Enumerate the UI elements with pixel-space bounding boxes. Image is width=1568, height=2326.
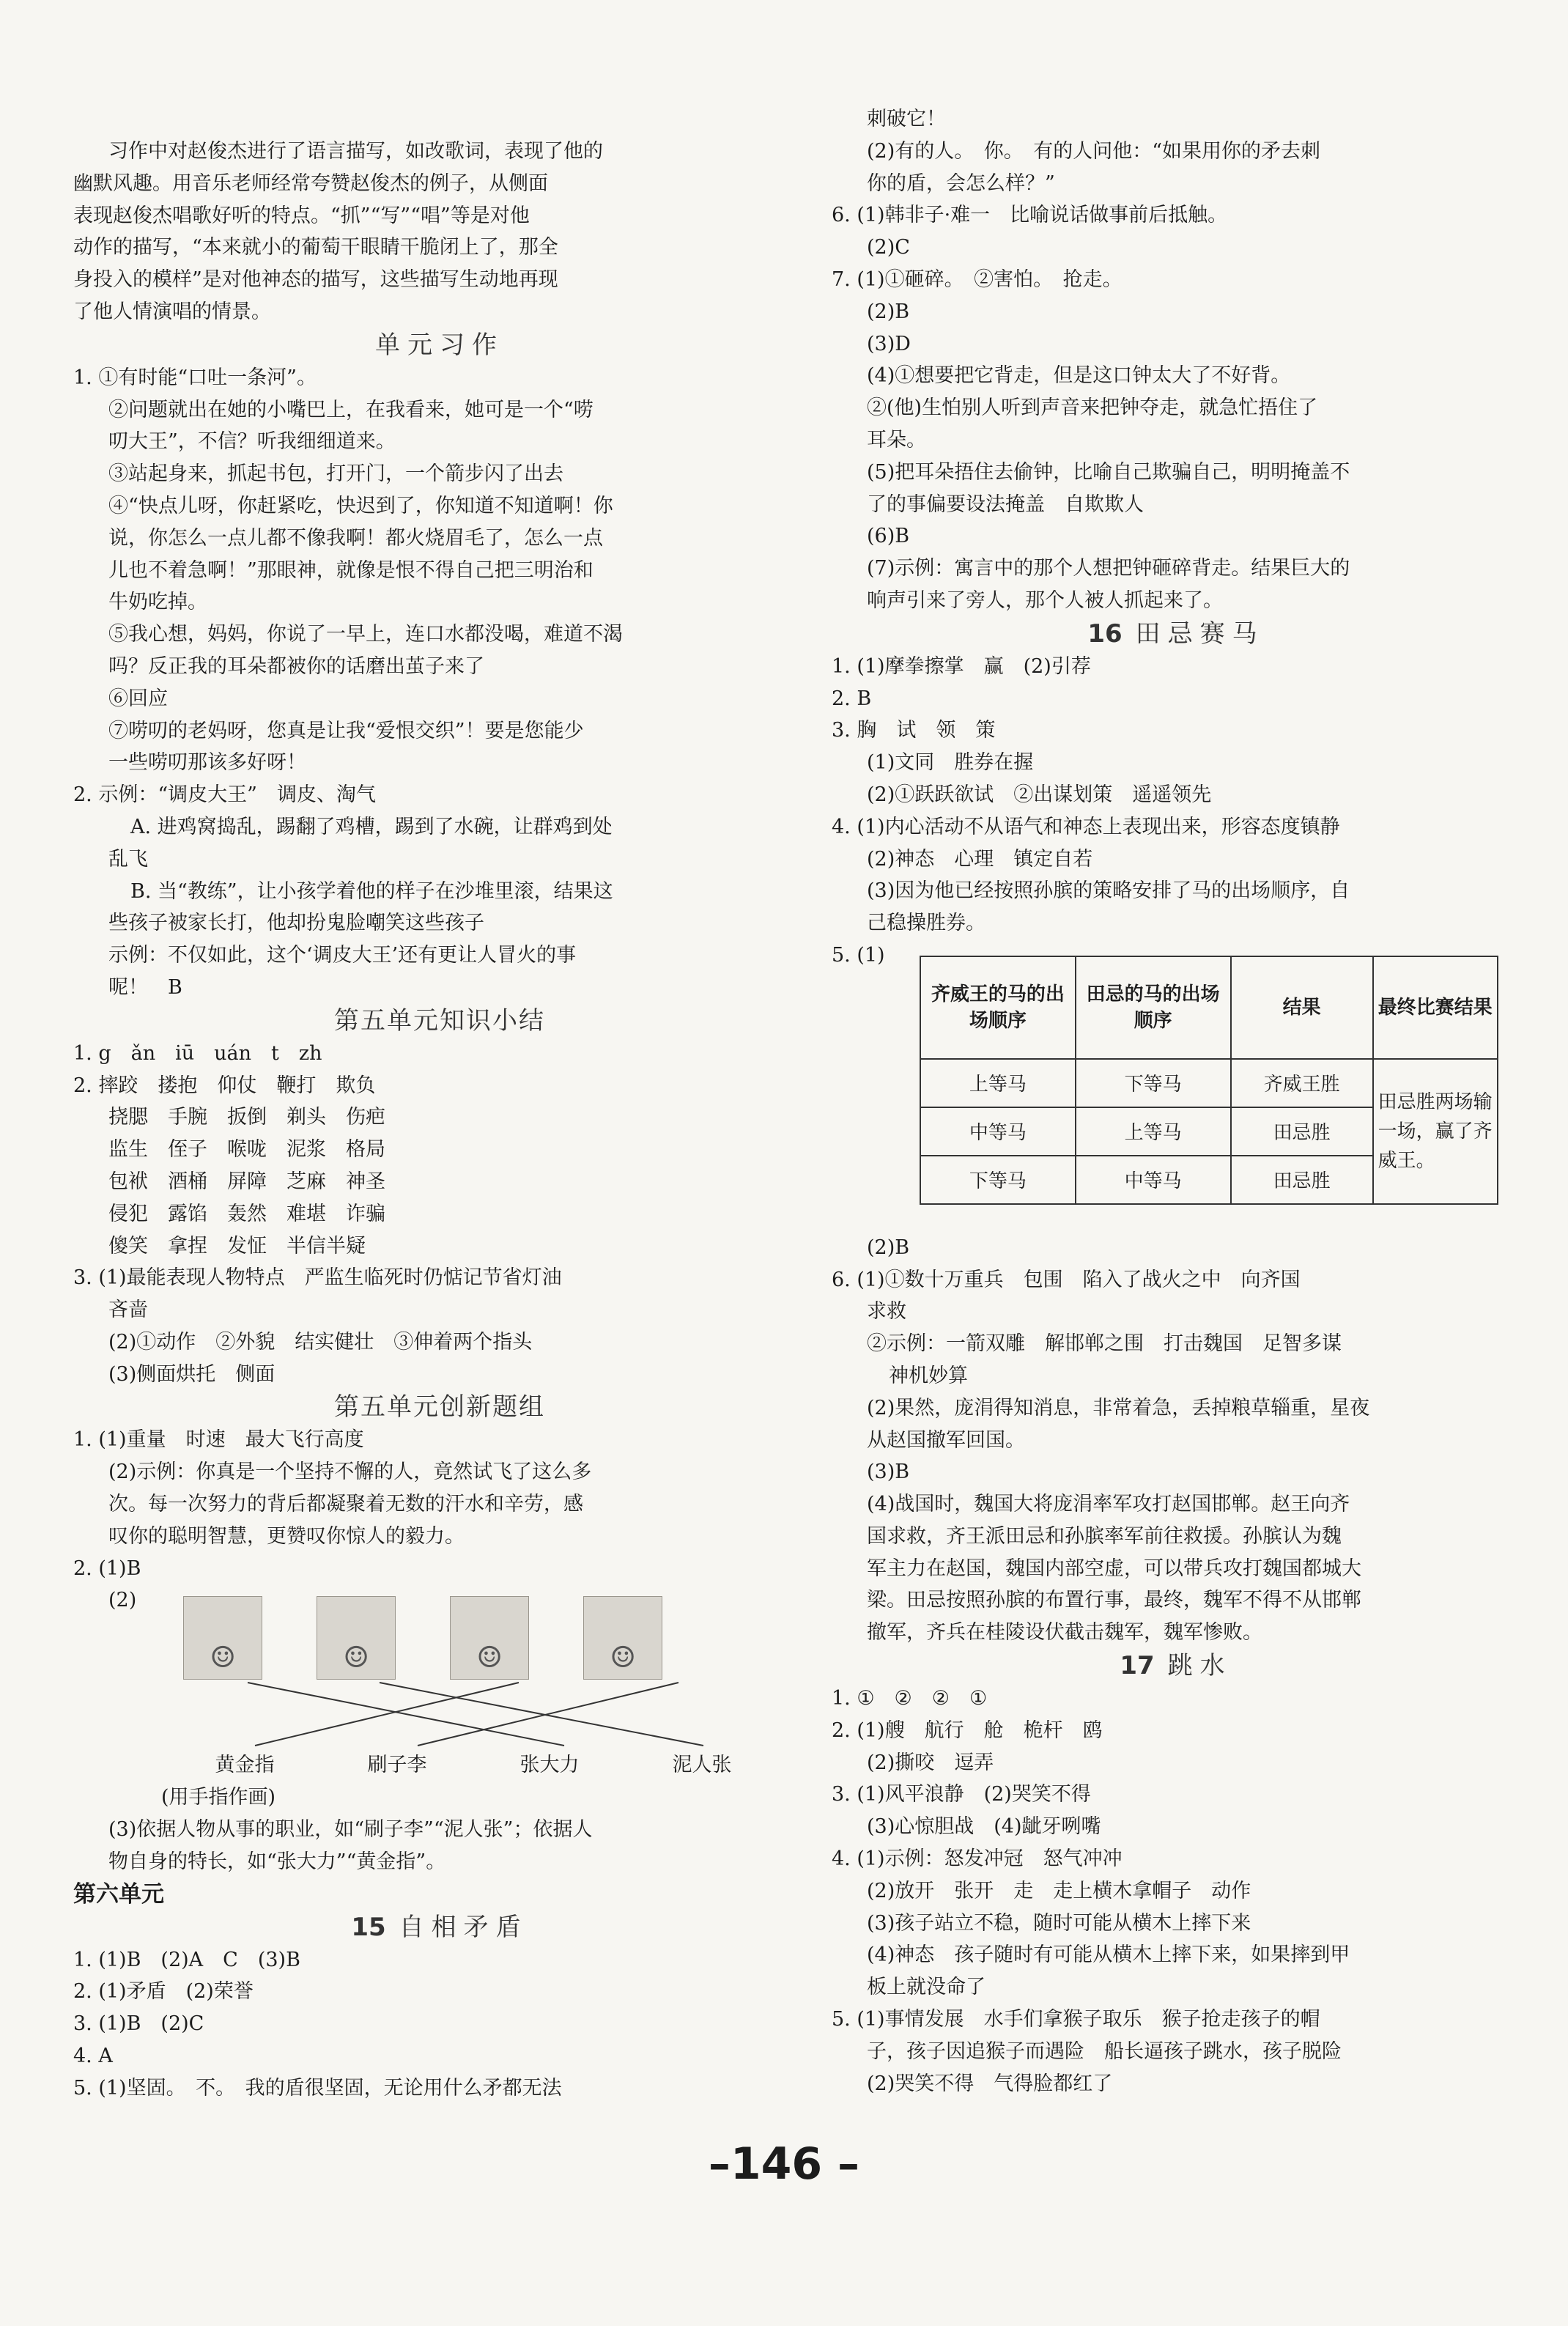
text-line: 2. (1)艘 航行 舱 桅杆 鸥 xyxy=(832,1718,1103,1742)
text-line: (2)果然，庞涓得知消息，非常着急，丢掉粮草辎重，星夜 xyxy=(867,1396,1370,1419)
matching-labels xyxy=(73,1749,806,1782)
text-line: ②问题就出在她的小嘴巴上，在我看来，她可是一个“唠 xyxy=(108,398,593,421)
text-line: 动作的描写，“本来就小的葡萄干眼睛干脆闭上了，那全 xyxy=(73,236,558,259)
text-line: (4)战国时，魏国大将庞涓率军攻打赵国邯郸。赵王向齐 xyxy=(867,1493,1350,1516)
text-line: 物自身的特长，如“张大力”“黄金指”。 xyxy=(108,1850,446,1873)
text-line: 7. (1)①砸碎。 ②害怕。 抢走。 xyxy=(832,267,1123,291)
text-line: 从赵国撤军回国。 xyxy=(867,1428,1025,1452)
table-header-row xyxy=(920,956,1498,1059)
text-line: ③站起身来，抓起书包，打开门，一个箭步闪了出去 xyxy=(108,462,563,486)
text-line: (3)依据人物从事的职业，如“刷子李”“泥人张”；依据人 xyxy=(108,1818,593,1842)
lesson-title: 跳水 xyxy=(1167,1651,1232,1681)
text-line: 5. (1) xyxy=(832,943,885,967)
table-cell: 田忌胜 xyxy=(1231,1107,1373,1156)
text-line: 刺破它！ xyxy=(867,108,946,130)
table-cell: 齐威王胜 xyxy=(1231,1059,1373,1107)
strongman-figure-picture: ☺ xyxy=(450,1596,529,1680)
text-line: (2)示例：你真是一个坚持不懈的人，竟然试飞了这么多 xyxy=(108,1461,592,1484)
text-line: B. 当“教练”，让小孩学着他的样子在沙堆里滚，结果这 xyxy=(130,879,613,903)
race-order-table xyxy=(920,956,1498,1205)
text-line: ⑥回应 xyxy=(108,687,168,710)
text-line: (2) xyxy=(108,1589,137,1612)
text-line: 呢！ B xyxy=(108,975,182,999)
table-header: 田忌的马的出场顺序 xyxy=(1076,956,1231,1059)
text-line: 4. A xyxy=(73,2045,113,2068)
table-cell: 下等马 xyxy=(920,1156,1076,1204)
lesson16-answers-continued xyxy=(832,1232,1520,1649)
text-line: 梁。田忌按照孙膑的布置行事，最终，魏军不得不从邯郸 xyxy=(867,1589,1361,1612)
text-line: 1. (1)摩拳擦掌 赢 (2)引荐 xyxy=(832,654,1091,678)
heading-unit-writing: 单元习作 xyxy=(375,330,504,360)
lesson-title: 自相矛盾 xyxy=(399,1912,528,1942)
text-line: 2. (1)矛盾 (2)荣誉 xyxy=(73,1980,254,2004)
table-cell: 下等马 xyxy=(1076,1059,1231,1107)
text-line: (2)撕咬 逗弄 xyxy=(867,1751,994,1774)
table-cell: 上等马 xyxy=(920,1059,1076,1107)
text-line: 侵犯 露馅 轰然 难堪 诈骗 xyxy=(108,1202,385,1225)
table-cell: 上等马 xyxy=(1076,1107,1231,1156)
matching-lines xyxy=(73,1680,806,1749)
text-line: 表现赵俊杰唱歌好听的特点。“抓”“写”“唱”等是对他 xyxy=(73,204,530,227)
text-line: 6. (1)①数十万重兵 包围 陷入了战火之中 向齐国 xyxy=(832,1268,1301,1291)
unit5-summary-answers xyxy=(73,1038,806,1391)
table-header: 最终比赛结果 xyxy=(1373,956,1498,1059)
text-line: 3. 胸 试 领 策 xyxy=(832,719,996,742)
lesson17-heading xyxy=(832,1649,1520,1683)
text-line: 牛奶吃掉。 xyxy=(108,591,207,614)
text-line: (7)示例：寓言中的那个人想把钟砸碎背走。结果巨大的 xyxy=(867,557,1350,580)
text-line: 乱飞 xyxy=(108,847,148,871)
heading-unit5-innovation: 第五单元创新题组 xyxy=(334,1392,545,1422)
text-line: 国求救，齐王派田忌和孙膑率军前往救援。孙膑认为魏 xyxy=(867,1524,1342,1548)
brush-figure-picture: ☺ xyxy=(317,1596,396,1680)
text-line: 2. 摔跤 搂抱 仰仗 鞭打 欺负 xyxy=(73,1074,376,1097)
text-line: (2)哭笑不得 气得脸都红了 xyxy=(867,2072,1113,2095)
text-line: (2)B xyxy=(867,300,910,323)
text-line: (6)B xyxy=(867,525,910,548)
text-line: 4. (1)内心活动不从语气和神态上表现出来，形容态度镇静 xyxy=(832,815,1340,838)
right-column xyxy=(832,108,1520,2100)
text-line: (3)孩子站立不稳，随时可能从横木上摔下来 xyxy=(867,1911,1251,1935)
text-line: 一些唠叨那该多好呀！ xyxy=(108,751,306,775)
text-line: 挠腮 手腕 扳倒 剃头 伤疤 xyxy=(108,1106,385,1129)
text-line: (2)B xyxy=(867,1236,910,1259)
lesson17-answers xyxy=(832,1683,1520,2100)
text-line: (1)文同 胜券在握 xyxy=(867,751,1034,775)
text-line: (3)侧面烘托 侧面 xyxy=(108,1362,275,1386)
picture-row xyxy=(73,1584,806,1680)
table-cell: 中等马 xyxy=(920,1107,1076,1156)
text-line: 撤军，齐兵在桂陵设伏截击魏军，魏军惨败。 xyxy=(867,1621,1262,1644)
text-line: 些孩子被家长打，他却扮鬼脸嘲笑这些孩子 xyxy=(108,912,484,935)
lesson-number: 16 xyxy=(1087,619,1123,649)
text-line: 响声引来了旁人，那个人被人抓起来了。 xyxy=(867,588,1223,612)
text-line: 2. 示例：“调皮大王” 调皮、淘气 xyxy=(73,783,376,807)
text-line: ②(他)生怕别人听到声音来把钟夺走，就急忙捂住了 xyxy=(867,396,1318,420)
race-table-wrap xyxy=(832,972,1520,1232)
match-label: 黄金指 xyxy=(215,1754,275,1777)
text-line: 神机妙算 xyxy=(889,1364,968,1387)
text-line: 叹你的聪明智慧，更赞叹你惊人的毅力。 xyxy=(108,1524,465,1548)
text-line: 子，孩子因追猴子而遇险 船长逼孩子跳水，孩子脱险 xyxy=(867,2039,1342,2063)
intro-paragraph xyxy=(73,136,806,328)
text-line: (2)①跃跃欲试 ②出谋划策 遥遥领先 xyxy=(867,783,1212,806)
text-line: (3)因为他已经按照孙膑的策略安排了马的出场顺序，自 xyxy=(867,879,1350,903)
painter-figure-picture: ☺ xyxy=(183,1596,262,1680)
page-number: –146 – xyxy=(708,2138,860,2190)
text-line: 习作中对赵俊杰进行了语言描写，如改歌词，表现了他的 xyxy=(108,140,603,163)
text-line: (4)①想要把它背走，但是这口钟太大了不好背。 xyxy=(867,364,1291,388)
text-line: 2. B xyxy=(832,687,872,710)
text-line: 4. (1)示例：怒发冲冠 怒气冲冲 xyxy=(832,1847,1123,1871)
matching-exercise xyxy=(73,1584,806,1814)
text-line: 5. (1)坚固。 不。 我的盾很坚固，无论用什么矛都无法 xyxy=(73,2076,562,2100)
text-line: 身投入的模样”是对他神态的描写，这些描写生动地再现 xyxy=(73,268,558,292)
match-label: 泥人张 xyxy=(672,1754,732,1777)
text-line: 己稳操胜券。 xyxy=(867,912,985,935)
text-line: ⑦唠叨的老妈呀，您真是让我“爱恨交织”！要是您能少 xyxy=(108,719,584,742)
text-line: 了他人情演唱的情景。 xyxy=(73,300,271,323)
text-line: ④“快点儿呀，你赶紧吃，快迟到了，你知道不知道啊！你 xyxy=(108,494,613,517)
table-cell: 中等马 xyxy=(1076,1156,1231,1204)
text-line: 示例：不仅如此，这个‘调皮大王’还有更让人冒火的事 xyxy=(108,944,577,967)
text-line: 了的事偏要设法掩盖 自欺欺人 xyxy=(867,492,1144,516)
text-line: 1. ① ② ② ① xyxy=(832,1687,988,1710)
text-line: 监生 侄子 喉咙 泥浆 格局 xyxy=(108,1138,385,1162)
lesson15-answers xyxy=(73,1944,806,2105)
table-final-result: 田忌胜两场输一场，赢了齐威王。 xyxy=(1373,1059,1498,1204)
text-line: 吝啬 xyxy=(108,1299,148,1322)
text-line: (2)C xyxy=(867,236,910,259)
text-line: 板上就没命了 xyxy=(867,1976,985,1999)
table-row xyxy=(920,1059,1498,1107)
text-line: 幽默风趣。用音乐老师经常夸赞赵俊杰的例子，从侧面 xyxy=(73,171,548,195)
text-line: A. 进鸡窝捣乱，踢翻了鸡槽，踢到了水碗，让群鸡到处 xyxy=(130,815,613,838)
table-header: 结果 xyxy=(1231,956,1373,1059)
text-line: 说，你怎么一点儿都不像我啊！都火烧眉毛了，怎么一点 xyxy=(108,526,603,550)
text-line: 傻笑 拿捏 发怔 半信半疑 xyxy=(108,1234,366,1258)
text-line: 3. (1)B (2)C xyxy=(73,2012,204,2036)
text-line: (3)B xyxy=(867,1461,910,1484)
lesson-title: 田忌赛马 xyxy=(1135,619,1265,649)
text-line: 3. (1)最能表现人物特点 严监生临死时仍惦记节省灯油 xyxy=(73,1266,562,1290)
text-line: (2)放开 张开 走 走上横木拿帽子 动作 xyxy=(867,1879,1251,1902)
text-line: 军主力在赵国，魏国内部空虚，可以带兵攻打魏国都城大 xyxy=(867,1557,1361,1580)
lesson15-answers-continued xyxy=(832,103,1520,617)
heading-unit5-summary: 第五单元知识小结 xyxy=(334,1005,545,1035)
text-line: 吗？反正我的耳朵都被你的话磨出茧子来了 xyxy=(108,654,484,678)
clay-figure-picture: ☺ xyxy=(583,1596,662,1680)
left-column xyxy=(73,136,806,2105)
text-line: 求救 xyxy=(867,1300,906,1323)
text-line: 6. (1)韩非子·难一 比喻说话做事前后抵触。 xyxy=(832,204,1228,227)
text-line: (2)①动作 ②外貌 结实健壮 ③伸着两个指头 xyxy=(108,1330,533,1354)
text-line: (2)神态 心理 镇定自若 xyxy=(867,847,1093,871)
text-line: 1. (1)重量 时速 最大飞行高度 xyxy=(73,1428,364,1452)
match-line xyxy=(380,1683,703,1746)
text-line: ⑤我心想，妈妈，你说了一早上，连口水都没喝，难道不渴 xyxy=(108,623,623,646)
text-line: ②示例：一箭双雕 解邯郸之围 打击魏国 足智多谋 xyxy=(867,1332,1342,1356)
lesson16-heading xyxy=(832,617,1520,651)
text-line: 耳朵。 xyxy=(867,428,926,451)
text-line: (3)心惊胆战 (4)龇牙咧嘴 xyxy=(867,1815,1101,1839)
text-line: 你的盾，会怎么样？” xyxy=(867,171,1055,195)
text-line: (4)神态 孩子随时有可能从横木上摔下来，如果摔到甲 xyxy=(867,1943,1350,1967)
unit-writing-answers xyxy=(73,362,806,1004)
match-label: 刷子李 xyxy=(367,1754,427,1777)
table-header: 齐威王的马的出场顺序 xyxy=(920,956,1076,1059)
match-note: (用手指作画) xyxy=(161,1786,276,1809)
lesson-number: 15 xyxy=(351,1912,386,1942)
text-line: 5. (1)事情发展 水手们拿猴子取乐 猴子抢走孩子的帽 xyxy=(832,2008,1320,2031)
text-line: 包袱 酒桶 屏障 芝麻 神圣 xyxy=(108,1170,385,1193)
text-line: (5)把耳朵捂住去偷钟，比喻自己欺骗自己，明明掩盖不 xyxy=(867,460,1350,484)
match-line xyxy=(418,1683,678,1746)
unit6-heading: 第六单元 xyxy=(73,1880,164,1908)
lesson-number: 17 xyxy=(1120,1651,1155,1681)
text-line: 1. g ǎn iū uán t zh xyxy=(73,1041,322,1065)
table-cell: 田忌胜 xyxy=(1231,1156,1373,1204)
matching-lines-svg xyxy=(73,1680,806,1749)
text-line: 3. (1)风平浪静 (2)哭笑不得 xyxy=(832,1783,1091,1806)
lesson15-heading xyxy=(73,1910,806,1944)
text-line: 1. (1)B (2)A C (3)B xyxy=(73,1948,300,1971)
text-line: (2)有的人。 你。 有的人问他：“如果用你的矛去刺 xyxy=(867,139,1321,163)
text-line: 叨大王”，不信？听我细细道来。 xyxy=(108,430,396,454)
text-line: 2. (1)B xyxy=(73,1557,141,1580)
text-line: (3)D xyxy=(867,332,911,355)
text-line: 儿也不着急啊！”那眼神，就像是恨不得自己把三明治和 xyxy=(108,558,593,582)
text-line: 次。每一次努力的背后都凝聚着无数的汗水和辛劳，感 xyxy=(108,1493,583,1516)
match-label: 张大力 xyxy=(519,1754,580,1777)
text-line: 1. ①有时能“口吐一条河”。 xyxy=(73,366,317,389)
lesson16-answers xyxy=(832,651,1520,972)
